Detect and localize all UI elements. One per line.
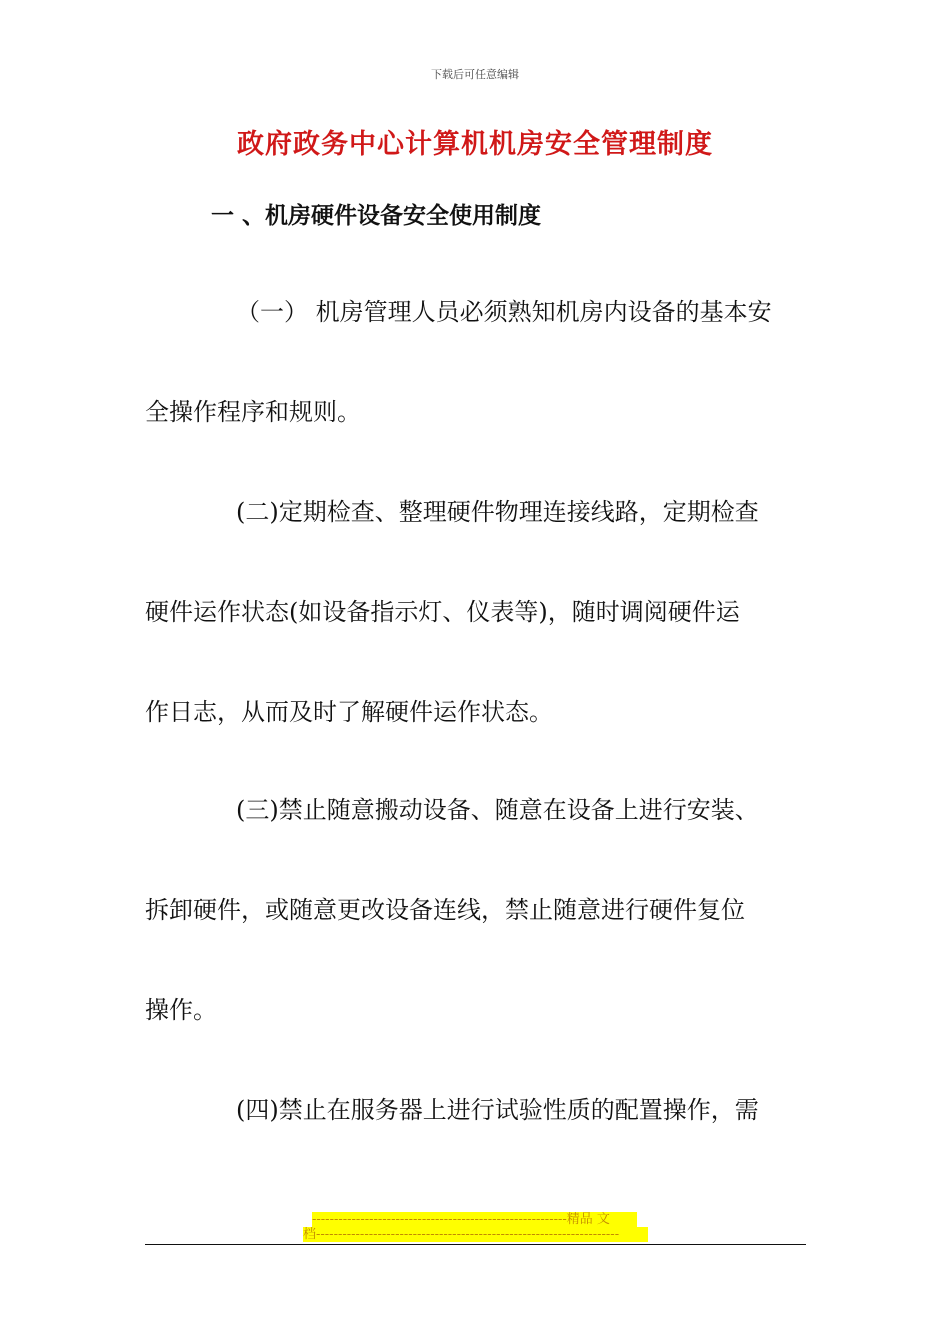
- paragraph-line: (二)定期检查、整理硬件物理连接线路，定期检查: [236, 498, 759, 526]
- footer-watermark-line: ----------------------------------------------------------精品 文: [312, 1212, 637, 1227]
- paragraph-line: 全操作程序和规则。: [145, 398, 361, 426]
- footer-watermark-line: 档---------------------------------------------------------------------: [303, 1227, 648, 1242]
- footer-divider: [145, 1244, 806, 1245]
- paragraph-line: 操作。: [145, 996, 217, 1024]
- header-note: 下载后可任意编辑: [431, 68, 519, 81]
- paragraph-line: (三)禁止随意搬动设备、随意在设备上进行安装、: [236, 796, 759, 824]
- paragraph-line: (四)禁止在服务器上进行试验性质的配置操作，需: [236, 1096, 759, 1124]
- paragraph-line: （一） 机房管理人员必须熟知机房内设备的基本安: [236, 298, 772, 326]
- paragraph-line: 硬件运作状态(如设备指示灯、仪表等)，随时调阅硬件运: [145, 598, 740, 626]
- section-heading: 一 、机房硬件设备安全使用制度: [211, 202, 542, 229]
- paragraph-line: 拆卸硬件，或随意更改设备连线，禁止随意进行硬件复位: [145, 896, 745, 924]
- document-title: 政府政务中心计算机机房安全管理制度: [237, 129, 713, 160]
- paragraph-line: 作日志，从而及时了解硬件运作状态。: [145, 698, 553, 726]
